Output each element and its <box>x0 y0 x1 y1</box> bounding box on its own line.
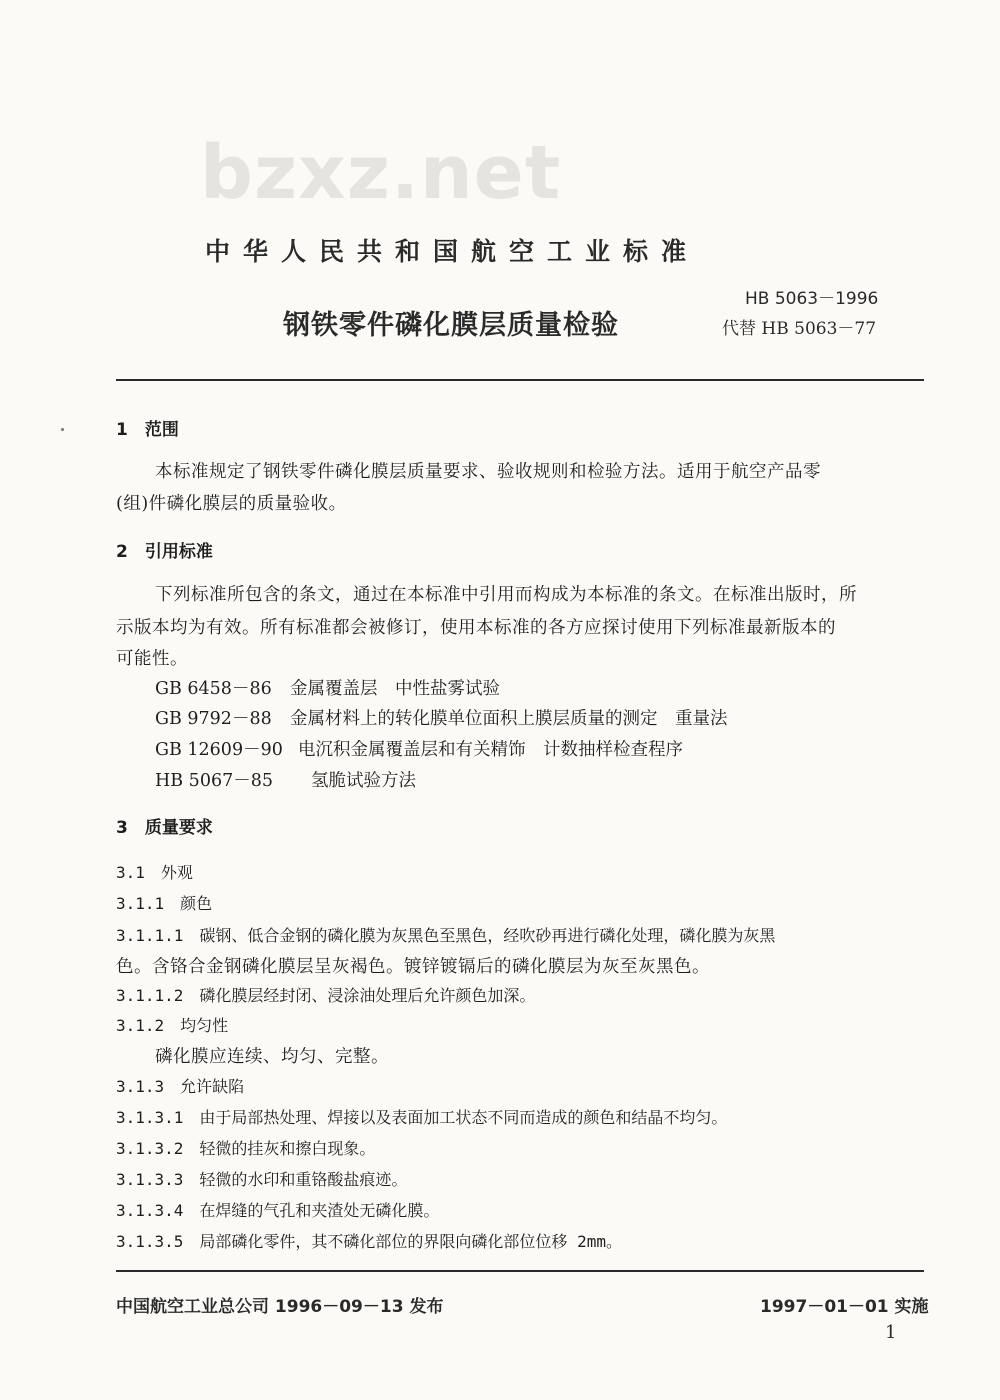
standard-number: HB 5063－1996 <box>745 289 879 309</box>
clause-3-1-heading: 3.1 外观 <box>116 863 193 882</box>
clause-3-1-1-2: 3.1.1.2 磷化膜层经封闭、浸涂油处理后允许颜色加深。 <box>116 986 536 1005</box>
clause-3-1-3-2: 3.1.3.2 轻微的挂灰和擦白现象。 <box>116 1139 376 1158</box>
header-divider <box>116 379 924 381</box>
margin-dot <box>61 428 64 431</box>
section-1-para-line: 本标准规定了钢铁零件磷化膜层质量要求、验收规则和检验方法。适用于航空产品零 <box>155 462 821 482</box>
section-2-para-line: 可能性。 <box>116 649 188 669</box>
section-2-heading: 2 引用标准 <box>116 542 213 562</box>
effective-date: 1997－01－01 实施 <box>760 1297 929 1317</box>
org-title: 中华人民共和国航空工业标准 <box>205 237 700 266</box>
clause-3-1-3-1: 3.1.3.1 由于局部热处理、焊接以及表面加工状态不同而造成的颜色和结晶不均匀。 <box>116 1108 728 1127</box>
clause-3-1-2-heading: 3.1.2 均匀性 <box>116 1016 229 1035</box>
reference-title: 电沉积金属覆盖层和有关精饰 计数抽样检查程序 <box>298 740 683 760</box>
section-2-para-line: 下列标准所包含的条文，通过在本标准中引用而构成为本标准的条文。在标准出版时，所 <box>155 585 857 605</box>
clause-3-1-3-3: 3.1.3.3 轻微的水印和重铬酸盐痕迹。 <box>116 1170 408 1189</box>
section-3-heading: 3 质量要求 <box>116 818 213 838</box>
section-1-heading: 1 范围 <box>116 420 179 440</box>
reference-title: 金属覆盖层 中性盐雾试验 <box>290 679 500 699</box>
section-1-para-line: (组)件磷化膜层的质量验收。 <box>116 494 347 514</box>
footer-divider <box>116 1270 924 1272</box>
reference-code: GB 6458－86 <box>155 679 272 699</box>
clause-3-1-1-heading: 3.1.1 颜色 <box>116 894 213 913</box>
replaces-standard: 代替 HB 5063－77 <box>722 319 877 339</box>
reference-title: 氢脆试验方法 <box>311 771 416 791</box>
reference-code: GB 12609－90 <box>155 740 283 760</box>
issued-by: 中国航空工业总公司 1996－09－13 发布 <box>116 1297 444 1317</box>
clause-3-1-3-4: 3.1.3.4 在焊缝的气孔和夹渣处无磷化膜。 <box>116 1201 440 1220</box>
clause-3-1-2-text: 磷化膜应连续、均匀、完整。 <box>155 1047 389 1067</box>
clause-3-1-1-1-line: 色。含铬合金钢磷化膜层呈灰褐色。镀锌镀镉后的磷化膜层为灰至灰黑色。 <box>116 957 710 977</box>
section-2-para-line: 示版本均为有效。所有标准都会被修订，使用本标准的各方应探讨使用下列标准最新版本的 <box>116 618 836 638</box>
reference-code: GB 9792－88 <box>155 709 272 729</box>
reference-code: HB 5067－85 <box>155 771 273 791</box>
document-title: 钢铁零件磷化膜层质量检验 <box>283 310 619 341</box>
page-number: 1 <box>885 1322 897 1343</box>
clause-3-1-3-5: 3.1.3.5 局部磷化零件，其不磷化部位的界限向磷化部位位移 2mm。 <box>116 1232 622 1251</box>
reference-title: 金属材料上的转化膜单位面积上膜层质量的测定 重量法 <box>290 709 728 729</box>
clause-3-1-1-1-line: 3.1.1.1 碳钢、低合金钢的磷化膜为灰黑色至黑色，经吹砂再进行磷化处理，磷化膜为灰黑 <box>116 926 776 945</box>
clause-3-1-3-heading: 3.1.3 允许缺陷 <box>116 1077 245 1096</box>
watermark: bzxz.net <box>200 130 562 216</box>
